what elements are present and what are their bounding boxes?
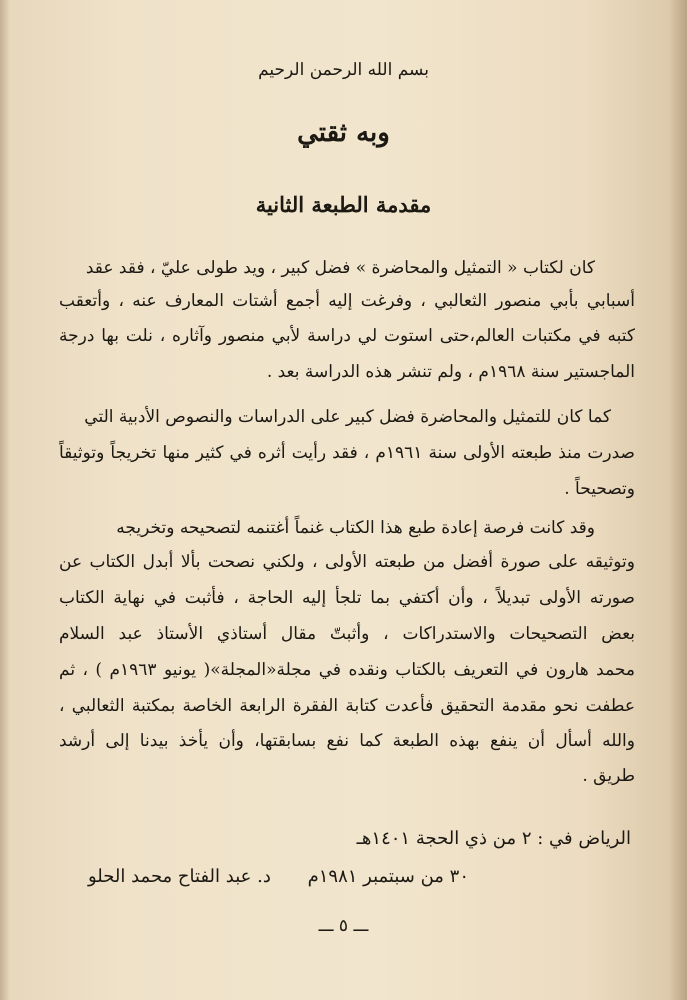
date-hijri: الرياض في : ٢ من ذي الحجة ١٤٠١هـ [356,828,631,849]
paragraph-line: وتوثيقه على صورة أفضل من طبعته الأولى ، ولكني نصحت بألا أبدل الكتاب عن [59,552,635,572]
paragraph-line: أسبابي بأبي منصور الثعالبي ، وفرغت إليه أجمع أشتات المعارف عنه ، وأتعقب [59,291,635,311]
paragraph-line: صورته الأولى تبديلاً ، وأن أكتفي بما تلجأ إليه الحاجة ، فأثبت في نهاية الكتاب [59,588,635,608]
paragraph-line: وتصحيحاً . [564,479,635,499]
paragraph-line: وقد كانت فرصة إعادة طبع هذا الكتاب غنماً أغتنمه لتصحيحه وتخريجه [116,518,595,538]
paragraph-line: عطفت نحو مقدمة التحقيق فأعدت كتابة الفقرة الرابعة الخاصة بمكتبة الثعالبي ، [59,696,635,716]
paragraph-line: صدرت منذ طبعته الأولى سنة ١٩٦١م ، فقد رأيت أثره في كثير منها تخريجاً وتوثيقاً [59,443,635,463]
basmala: بسم الله الرحمن الرحيم [258,60,429,80]
wabihi-line: وبه ثقتي [297,118,390,148]
paragraph-line: كتبه في مكتبات العالم،حتى استوت لي دراسة لأبي منصور وآثاره ، نلت بها درجة [59,326,635,346]
date-gregorian: ٣٠ من سبتمبر ١٩٨١م [307,866,469,887]
section-heading: مقدمة الطبعة الثانية [255,192,432,217]
page-number: ـــ ٥ ـــ [318,916,369,936]
paragraph-line: كان لكتاب « التمثيل والمحاضرة » فضل كبير ، ويد طولى عليّ ، فقد عقد [85,258,595,278]
author-signature: د. عبد الفتاح محمد الحلو [88,866,271,887]
page-edge-shadow-left [0,0,10,1000]
paragraph-line: محمد هارون في التعريف بالكتاب ونقده في مجلة«المجلة»( يونيو ١٩٦٣م ) ، ثم [59,660,635,680]
paragraph-line: كما كان للتمثيل والمحاضرة فضل كبير على الدراسات والنصوص الأدبية التي [84,407,611,427]
paragraph-line: طريق . [582,766,635,786]
paragraph-line: والله أسأل أن ينفع بهذه الطبعة كما نفع بسابقتها، وأن يأخذ بيدنا إلى أرشد [59,731,635,751]
page-edge-shadow-right [669,0,687,1000]
paragraph-line: بعض التصحيحات والاستدراكات ، وأثبتّ مقال أستاذي الأستاذ عبد السلام [59,624,635,644]
paragraph-line: الماجستير سنة ١٩٦٨م ، ولم تنشر هذه الدراسة بعد . [266,362,635,382]
